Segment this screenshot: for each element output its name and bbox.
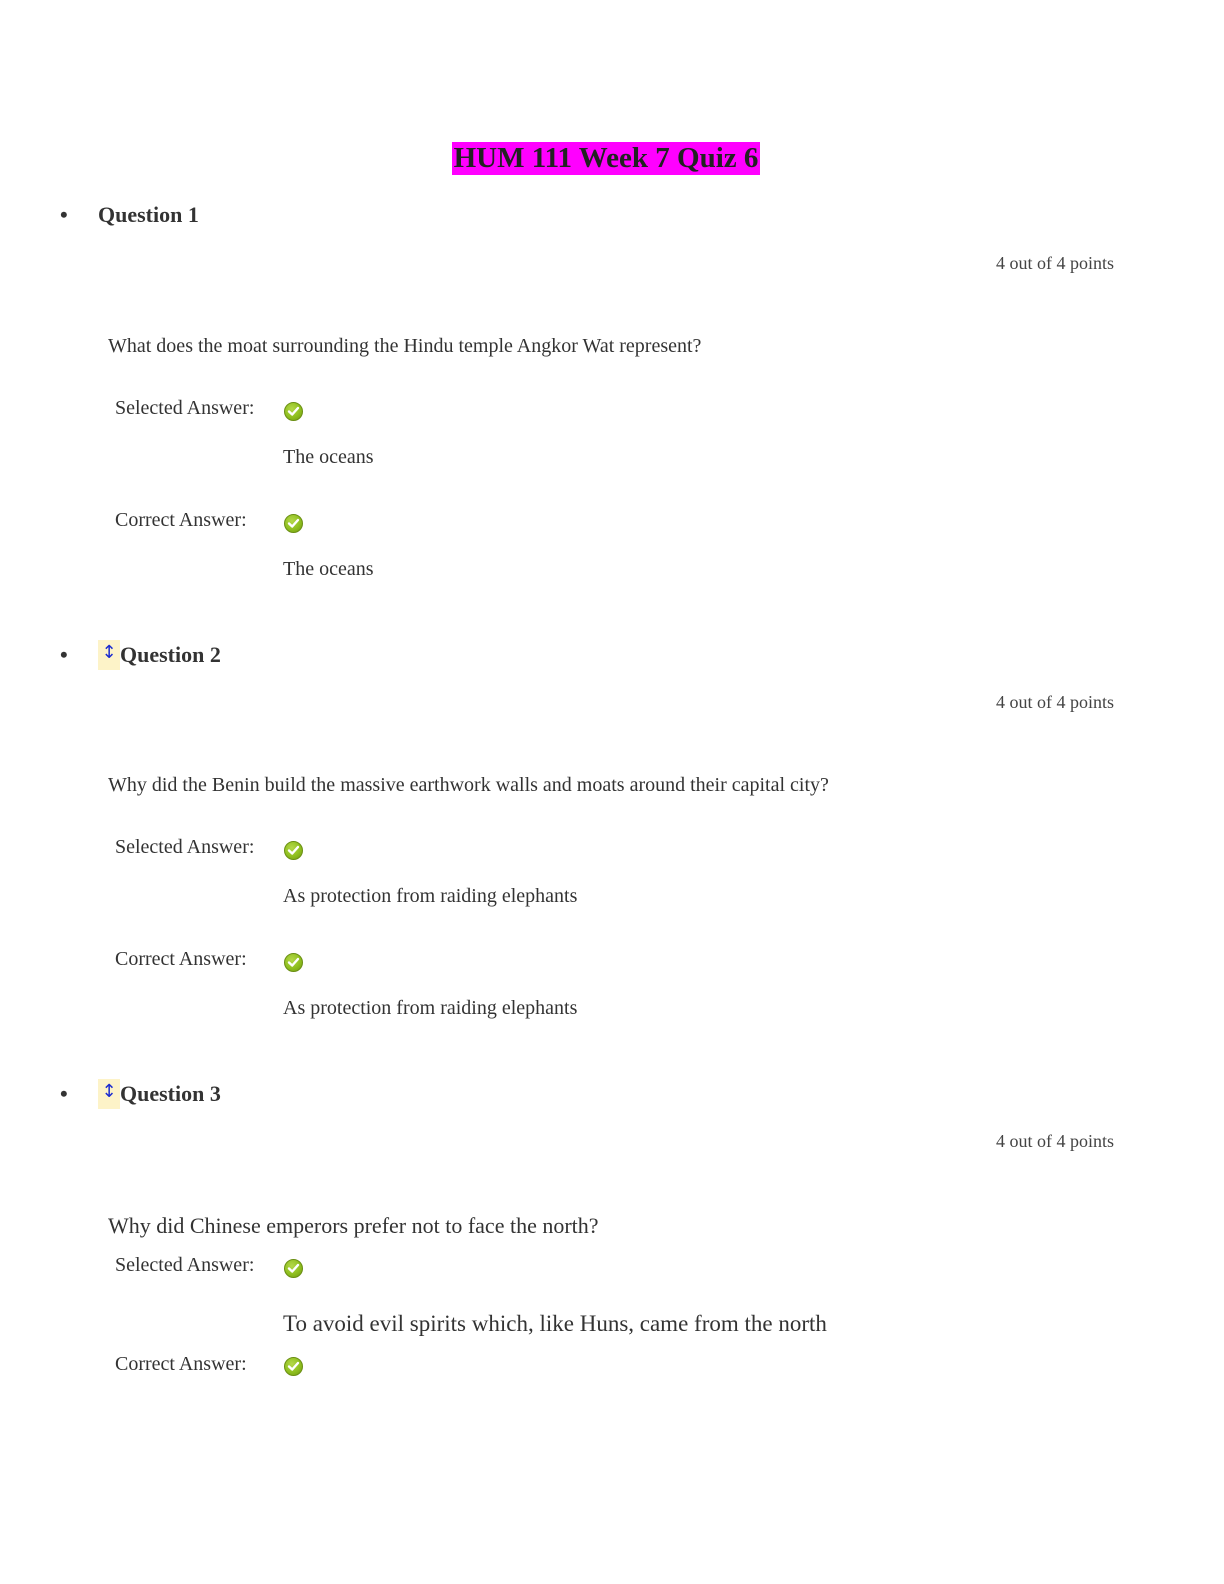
selected-answer-label: Selected Answer: bbox=[115, 397, 255, 419]
question-points: 4 out of 4 points bbox=[995, 253, 1114, 273]
title-wrap bbox=[0, 142, 1212, 175]
page-title: HUM 111 Week 7 Quiz 6 bbox=[453, 142, 759, 174]
question-prompt: Why did the Benin build the massive earthwork walls and moats around their capital city? bbox=[108, 774, 829, 796]
correct-check-icon bbox=[284, 1357, 303, 1376]
question-points: 4 out of 4 points bbox=[995, 1131, 1114, 1151]
selected-answer-text: To avoid evil spirits which, like Huns, came from the north bbox=[283, 1311, 827, 1336]
correct-answer-text: As protection from raiding elephants bbox=[283, 997, 578, 1019]
correct-check-icon bbox=[284, 514, 303, 533]
correct-answer-text: The oceans bbox=[283, 558, 374, 580]
bullet: • bbox=[60, 1081, 68, 1106]
correct-check-icon bbox=[284, 953, 303, 972]
question-label-wrap bbox=[98, 202, 199, 228]
question-prompt: What does the moat surrounding the Hindu temple Angkor Wat represent? bbox=[108, 335, 702, 357]
correct-answer-label: Correct Answer: bbox=[115, 509, 247, 531]
correct-answer-label: Correct Answer: bbox=[115, 948, 247, 970]
correct-answer-label: Correct Answer: bbox=[115, 1353, 247, 1375]
selected-answer-text: The oceans bbox=[283, 446, 374, 468]
selected-answer-label: Selected Answer: bbox=[115, 836, 255, 858]
move-handle-icon[interactable]: ↕ bbox=[98, 1079, 120, 1109]
selected-answer-text: As protection from raiding elephants bbox=[283, 885, 578, 907]
question-label: Question 3 bbox=[120, 1081, 221, 1106]
question-label-wrap bbox=[98, 1079, 221, 1109]
question-label-wrap bbox=[98, 640, 221, 670]
move-handle-icon[interactable]: ↕ bbox=[98, 640, 120, 670]
correct-check-icon bbox=[284, 841, 303, 860]
bullet: • bbox=[60, 202, 68, 227]
bullet: • bbox=[60, 642, 68, 667]
correct-check-icon bbox=[284, 1259, 303, 1278]
selected-answer-label: Selected Answer: bbox=[115, 1254, 255, 1276]
correct-check-icon bbox=[284, 402, 303, 421]
question-label: Question 1 bbox=[98, 202, 199, 227]
question-points: 4 out of 4 points bbox=[995, 692, 1114, 712]
question-label: Question 2 bbox=[120, 642, 221, 667]
question-prompt: Why did Chinese emperors prefer not to face the north? bbox=[108, 1213, 599, 1238]
